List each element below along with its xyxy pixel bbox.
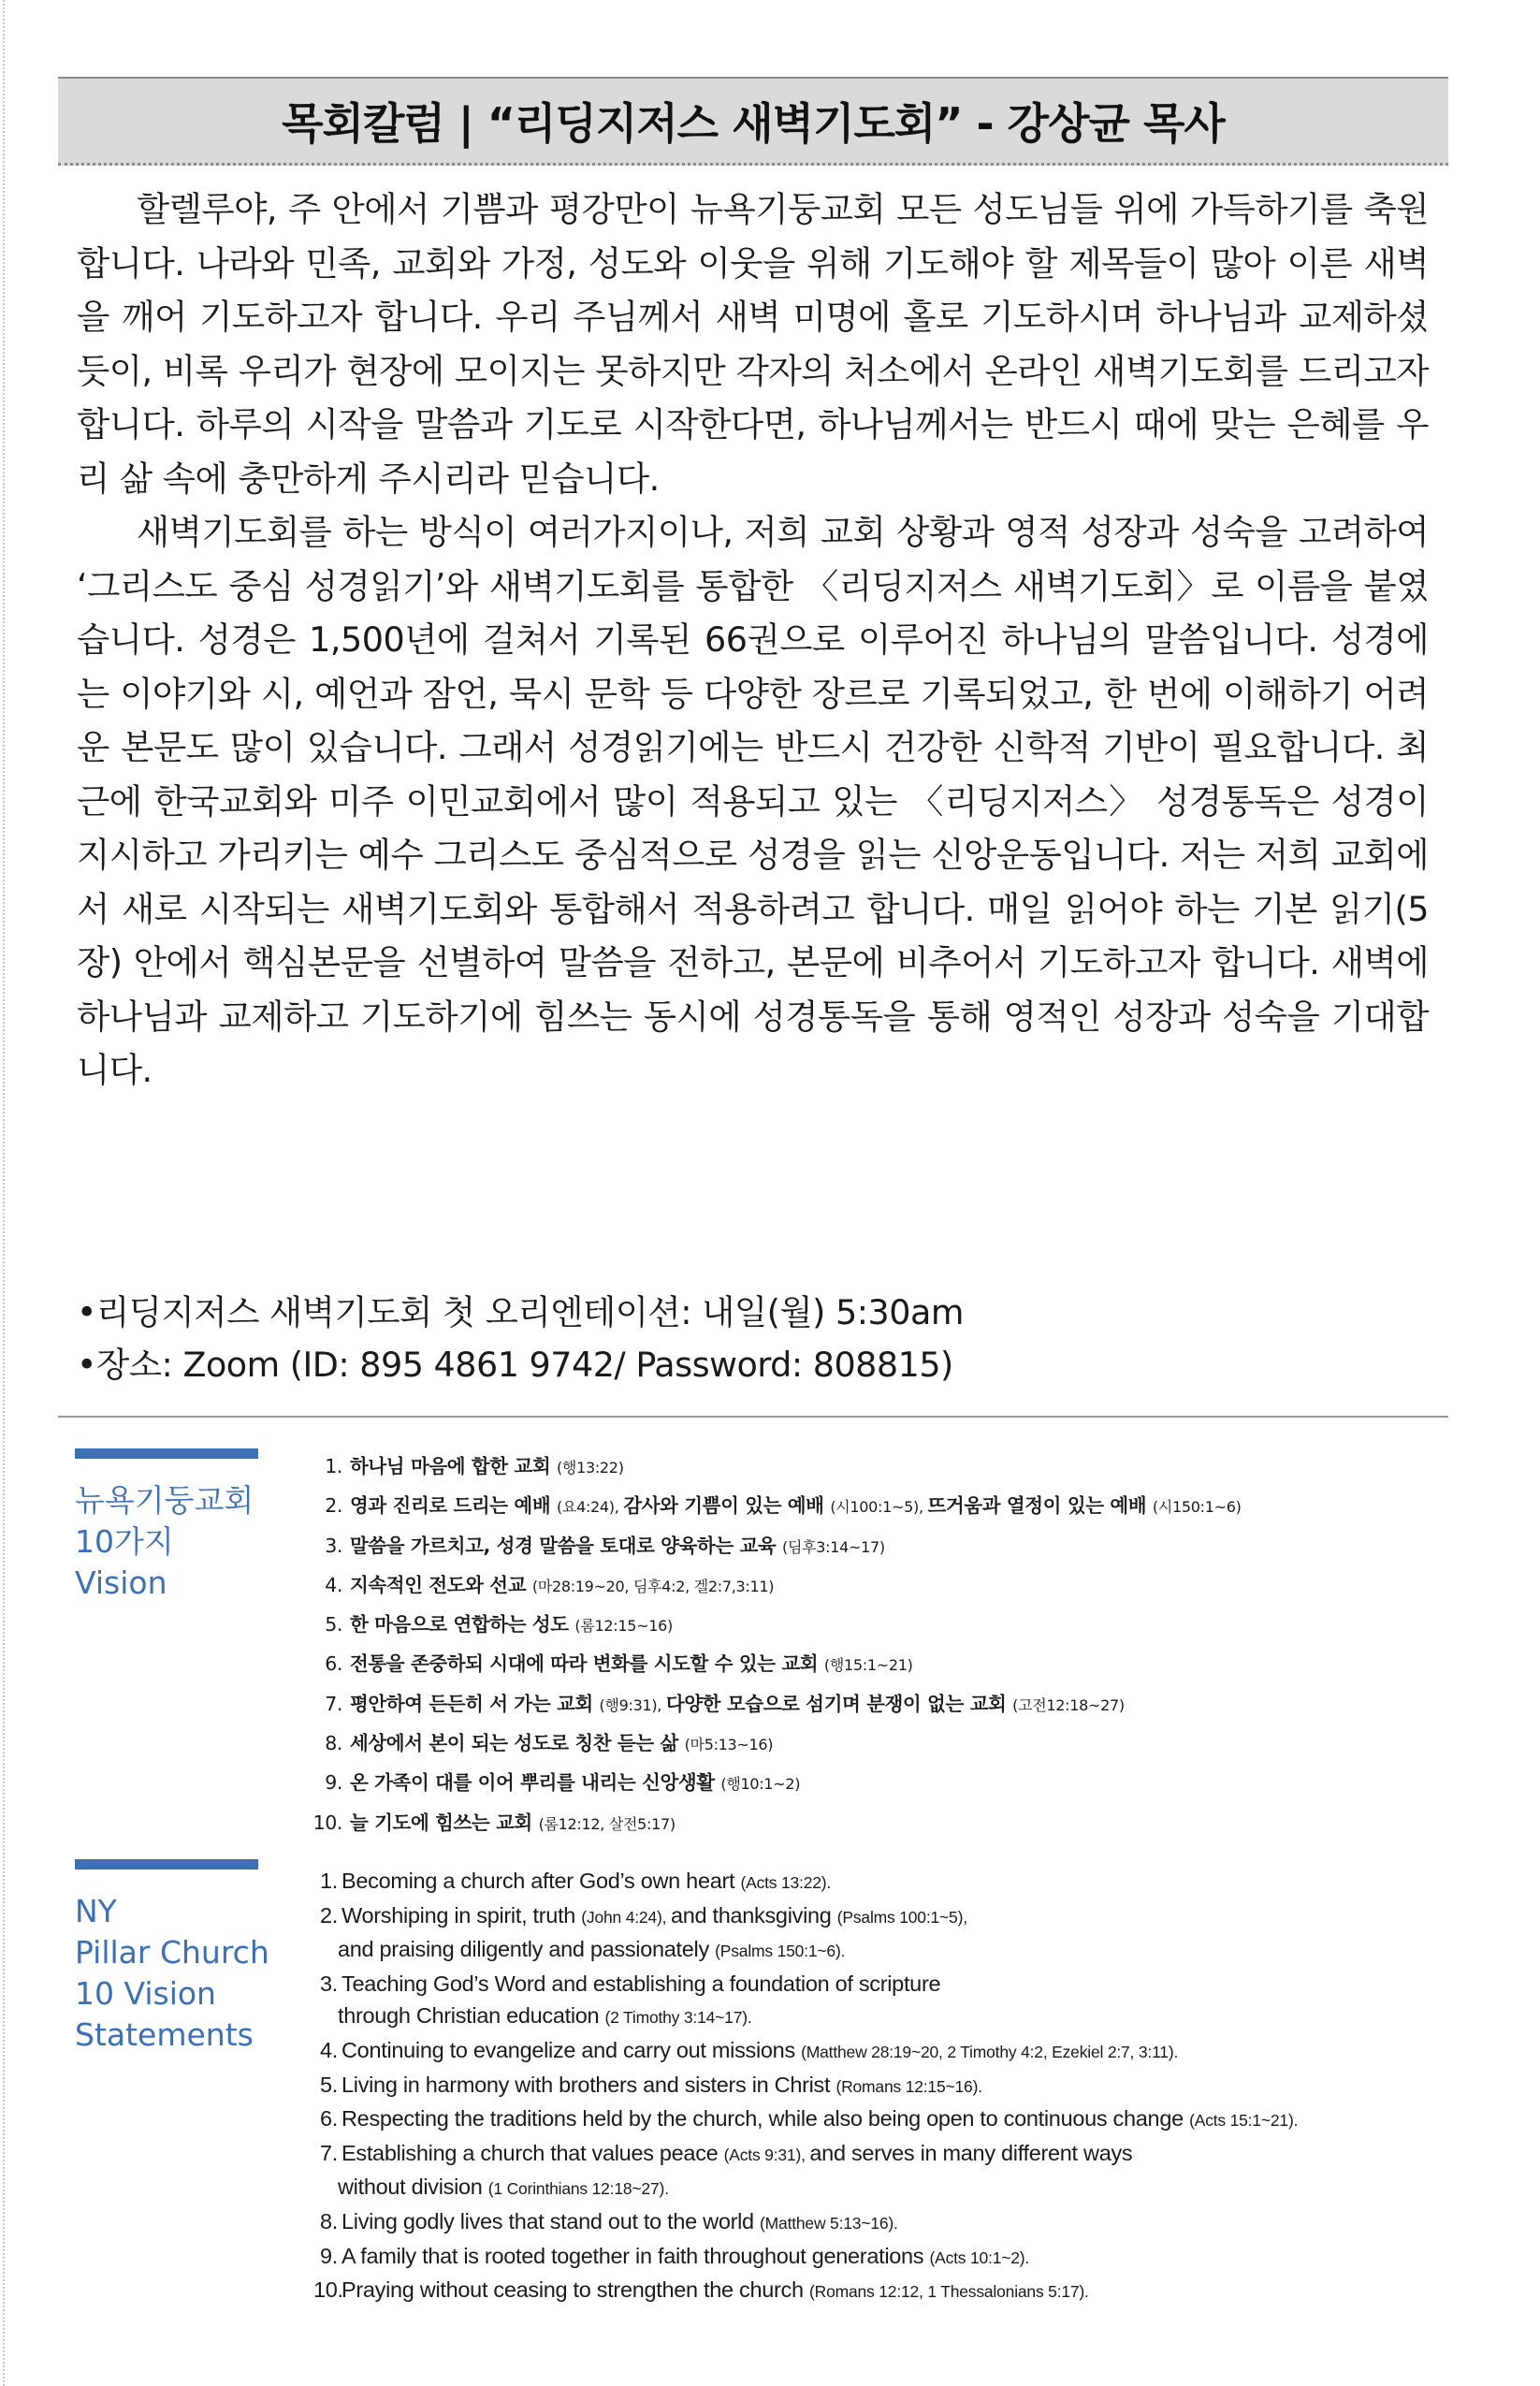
korean-vision-item-text: 늘 기도에 힘쓰는 교회 [350,1811,539,1834]
english-vision-item [313,2274,1450,2308]
english-vision-item [313,2137,1450,2172]
korean-vision-item-text: 다양한 모습으로 섬기며 분쟁이 없는 교회 [665,1692,1013,1715]
korean-vision-item-text: 평안하여 든든히 서 가는 교회 [350,1692,600,1715]
korean-vision-item-reference: (시100:1~5), [830,1498,928,1517]
english-vision-item-number: 3. [320,1971,338,1996]
english-vision-item-reference: (Acts 15:1~21). [1189,2111,1299,2131]
korean-vision-item [309,1606,1450,1645]
korean-vision-item-reference: (요4:24), [556,1498,624,1517]
english-vision-item [313,2240,1450,2275]
english-vision-item-number: 10. [313,2277,343,2303]
korean-vision-item [309,1804,1450,1843]
korean-vision-item [309,1527,1450,1566]
english-vision-item-text: Living in harmony with brothers and sisters in Christ [341,2072,836,2097]
korean-vision-item-number: 2. [325,1494,342,1518]
english-vision-title-line: NY [75,1893,117,1929]
english-vision-item-reference: (Romans 12:15~16). [835,2076,982,2096]
english-vision-item-text: and serves in many different ways [809,2140,1133,2165]
english-vision-item-text: through Christian education [338,2003,605,2029]
english-vision-item-text: Becoming a church after God’s own heart [341,1869,741,1893]
english-vision-item-reference: (Acts 13:22). [740,1873,832,1892]
korean-vision-item-text: 지속적인 전도와 선교 [350,1573,532,1596]
english-vision-item-number: 4. [320,2037,338,2062]
english-vision-item [313,1899,1450,1934]
english-vision-title [75,1891,269,2056]
korean-vision-item-number: 5. [325,1613,342,1637]
column-paragraph-1: 할렐루야, 주 안에서 기쁨과 평강만이 뉴욕기둥교회 모든 성도님들 위에 가득하기를 축원합니다. 나라와 민족, 교회와 가정, 성도와 이웃을 위해 기도해야 할 제목들이 많아 이른 새벽을 깨어 기도하고자 합니다. 우리 주님께서 새벽 미명에 홀로 기도하시며 하나님과 교제하셨듯이, 비록 우리가 현장에 모이지는 못하지만 각자의 처소에서 온라인 새벽기도회를 드리고자 합니다. 하루의 시작을 말씀과 기도로 시작한다면, 하나님께서는 반드시 때에 맞는 은혜를 우리 삶 속에 충만하게 주시리라 믿습니다. [77,189,1429,499]
korean-vision-item [309,1487,1450,1526]
english-vision-item-number: 7. [320,2140,338,2165]
korean-vision-item [309,1645,1450,1684]
korean-vision-item-reference: (행15:1~21) [823,1656,913,1675]
english-vision-item-text: and praising diligently and passionately [338,1937,716,1962]
korean-vision-title-line: 뉴욕기둥교회 [75,1482,254,1519]
korean-vision-item-text: 전통을 존중하되 시대에 따라 변화를 시도할 수 있는 교회 [350,1652,824,1676]
korean-vision-item-reference: (행13:22) [556,1459,624,1477]
column-paragraph-2: 새벽기도회를 하는 방식이 여러가지이나, 저희 교회 상황과 영적 성장과 성숙을 고려하여 ‘그리스도 중심 성경읽기’와 새벽기도회를 통합한 〈리딩지저스 새벽기도회〉로 이름을 붙였습니다. 성경은 1,500년에 걸쳐서 기록된 66권으로 이루어진 하나님의 말씀입니다. 성경에는 이야기와 시, 예언과 잠언, 묵시 문학 등 다양한 장르로 기록되었고, 한 번에 이해하기 어려운 본문도 많이 있습니다. 그래서 성경읽기에는 반드시 건강한 신학적 기반이 필요합니다. 최근에 한국교회와 미주 이민교회에서 많이 적용되고 있는 〈리딩지저스〉 성경통독은 성경이 지시하고 가리키는 예수 그리스도 중심적으로 성경을 읽는 신앙운동입니다. 저는 저희 교회에서 새로 시작되는 새벽기도회와 통합해서 적용하려고 합니다. 매일 읽어야 하는 기본 읽기(5장) 안에서 핵심본문을 선별하여 말씀을 전하고, 본문에 비추어서 기도하고자 합니다. 새벽에 하나님과 교제하고 기도하기에 힘쓰는 동시에 성경통독을 통해 영적인 성장과 성숙을 기대합니다. [77,512,1429,1090]
korean-vision-item-number: 10. [312,1811,342,1834]
english-vision-item-number: 5. [320,2072,338,2097]
english-vision-item-text: Worshiping in spirit, truth [341,1902,582,1928]
english-vision-item-reference: (Acts 9:31), [723,2145,810,2164]
korean-vision-item-text: 온 가족이 대를 이어 뿌리를 내리는 신앙생활 [350,1771,721,1795]
english-vision-item-text: without division [338,2175,488,2200]
english-vision-item-number: 8. [320,2208,338,2233]
korean-vision-item-text: 감사와 기쁨이 있는 예배 [623,1494,831,1518]
english-vision-item-reference: (Matthew 28:19~20, 2 Timothy 4:2, Ezekiel 2:7, 3:11). [801,2042,1179,2061]
english-vision-title-line: Pillar Church [75,1934,269,1971]
korean-vision-item [309,1724,1450,1764]
english-vision-item-reference: (1 Corinthians 12:18~27). [487,2179,669,2199]
english-vision-title-line: Statements [75,2016,254,2053]
korean-vision-item-number: 4. [325,1573,342,1596]
english-vision-item-number: 2. [320,1902,338,1928]
english-vision-item [313,2205,1450,2240]
korean-vision-item-reference: (행9:31), [599,1695,666,1714]
korean-vision-item-text: 한 마음으로 연합하는 성도 [350,1613,575,1637]
english-vision-item-reference: (John 4:24), [581,1907,671,1927]
page-title: 목회칼럼 | “리딩지저스 새벽기도회” - 강상균 목사 [282,98,1225,149]
korean-vision-item-reference: (행10:1~2) [720,1775,801,1794]
english-vision-item [313,2000,1450,2034]
english-vision-item [313,1865,1450,1899]
english-vision-item [313,2034,1450,2069]
korean-vision-item-text: 하나님 마음에 합한 교회 [350,1455,557,1477]
english-vision-item [313,2069,1450,2103]
korean-vision-item-number: 6. [325,1652,342,1676]
page-edge-rule [3,0,5,2386]
english-vision-item-number: 1. [320,1869,338,1893]
orientation-location-line: •장소: Zoom (ID: 895 4861 9742/ Password: 808815) [77,1345,953,1385]
english-vision-accent-bar [75,1859,258,1870]
english-vision-item-text: Teaching God’s Word and establishing a foundation of scripture [341,1971,941,1996]
orientation-date-line: •리딩지저스 새벽기도회 첫 오리엔테이션: 내일(월) 5:30am [77,1292,964,1332]
english-vision-item-text: A family that is rooted together in faith throughout generations [341,2243,930,2268]
korean-vision-item [309,1566,1450,1606]
korean-vision-item-text: 세상에서 본이 되는 성도로 칭찬 듣는 삶 [350,1732,685,1755]
section-divider [58,1416,1448,1418]
korean-vision-item-reference: (롬12:15~16) [574,1617,673,1636]
korean-vision-list [309,1448,1450,1843]
english-vision-item [313,1933,1450,1968]
english-vision-item [313,1968,1450,2000]
english-vision-item-reference: (Psalms 100:1~5), [836,1907,967,1927]
korean-vision-item [309,1685,1450,1724]
korean-vision-item-number: 1. [325,1455,342,1477]
korean-vision-item-number: 7. [325,1692,342,1715]
english-vision-item-number: 6. [320,2106,338,2131]
korean-vision-item [309,1764,1450,1803]
english-vision-list [313,1865,1450,2308]
english-vision-title-line: 10 Vision [75,1975,216,2012]
korean-vision-item-text: 영과 진리로 드리는 예배 [350,1494,557,1518]
korean-vision-item-reference: (마28:19~20, 딤후4:2, 겔2:7,3:11) [531,1577,775,1595]
korean-vision-item-number: 9. [325,1771,342,1795]
english-vision-item-number: 9. [320,2243,338,2268]
korean-vision-title-line: Vision [75,1564,167,1601]
korean-vision-item-reference: (시150:1~6) [1152,1498,1242,1517]
english-vision-item-text: Continuing to evangelize and carry out missions [341,2037,802,2062]
english-vision-item-reference: (Psalms 150:1~6). [715,1942,846,1961]
korean-vision-item-number: 3. [325,1534,342,1557]
orientation-info [77,1287,1429,1391]
english-vision-item-reference: (Matthew 5:13~16). [760,2213,898,2233]
english-vision-item-text: Living godly lives that stand out to the world [341,2208,761,2233]
korean-vision-item-reference: (딤후3:14~17) [782,1537,885,1556]
korean-vision-item-text: 말씀을 가르치고, 성경 말씀을 토대로 양육하는 교육 [350,1534,783,1557]
korean-vision-item [309,1448,1450,1487]
english-vision-item [313,2171,1450,2205]
english-vision-item-reference: (Acts 10:1~2). [929,2248,1030,2267]
korean-vision-item-text: 뜨거움과 열정이 있는 예배 [927,1494,1153,1518]
english-vision-item-text: and thanksgiving [670,1902,837,1928]
english-vision-item-text: Establishing a church that values peace [341,2140,724,2165]
column-title-bar [58,77,1448,166]
korean-vision-title [75,1480,254,1604]
english-vision-item-reference: (2 Timothy 3:14~17). [604,2008,752,2028]
korean-vision-title-line: 10가지 [75,1523,174,1560]
english-vision-item-text: Respecting the traditions held by the church, while also being open to continuous change [341,2106,1190,2131]
korean-vision-item-reference: (롬12:12, 살전5:17) [538,1814,676,1833]
pastor-column [77,182,1429,1098]
korean-vision-item-reference: (고전12:18~27) [1012,1695,1125,1714]
korean-vision-accent-bar [75,1448,258,1459]
korean-vision-item-number: 8. [325,1732,342,1755]
english-vision-item-text: Praying without ceasing to strengthen the church [341,2277,809,2303]
english-vision-item [313,2102,1450,2137]
korean-vision-item-reference: (마5:13~16) [684,1736,774,1754]
english-vision-item-reference: (Romans 12:12, 1 Thessalonians 5:17). [809,2282,1089,2302]
